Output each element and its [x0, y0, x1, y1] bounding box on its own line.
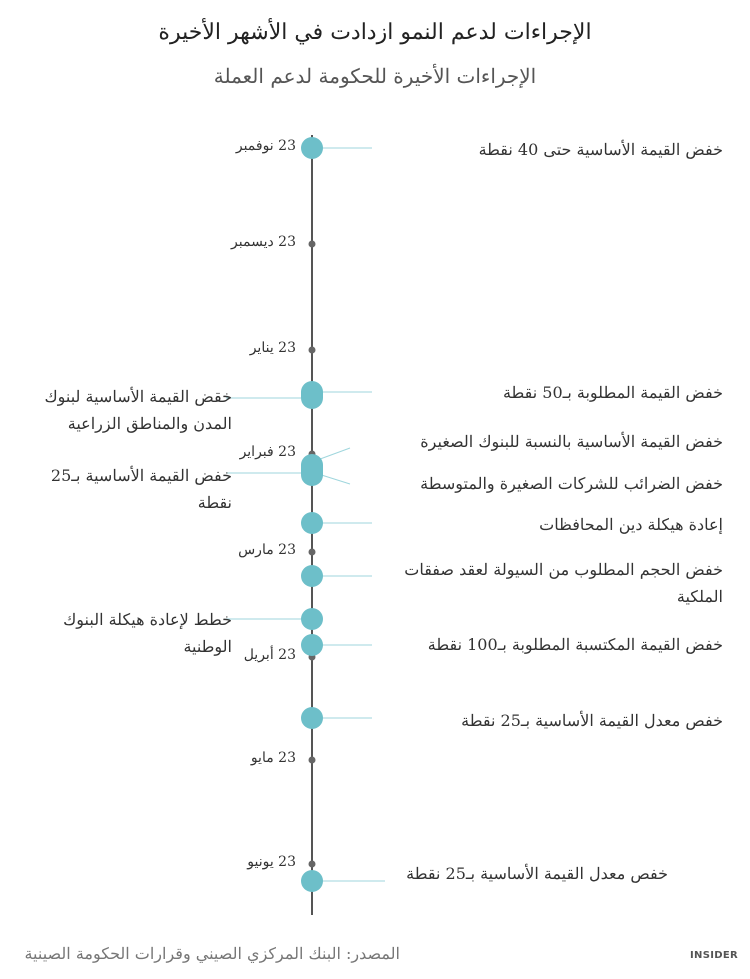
event-marker	[301, 565, 323, 587]
month-tick	[309, 861, 316, 868]
page-title: الإجراءات لدعم النمو ازدادت في الأشهر الأخيرة	[158, 20, 592, 45]
month-tick	[309, 347, 316, 354]
month-label: 23 يونيو	[247, 854, 296, 870]
event-label-right: خفض القيمة المطلوبة بـ50 نقطة	[502, 383, 723, 402]
event-marker	[301, 512, 323, 534]
month-label: 23 مارس	[238, 542, 296, 558]
month-tick	[309, 757, 316, 764]
month-tick	[309, 549, 316, 556]
month-label: 23 أبريل	[243, 647, 296, 663]
event-label-right: خفض القيمة المكتسبة المطلوبة بـ100 نقطة	[427, 635, 723, 654]
event-label-right: خفص معدل القيمة الأساسية بـ25 نقطة	[461, 711, 723, 730]
event-label-right: خفض الحجم المطلوب من السيولة لعقد صفقات الملكية	[404, 560, 723, 606]
event-label-left: خطط لإعادة هيكلة البنوك الوطنية	[63, 610, 232, 656]
event-label-right: خفض القيمة الأساسية بالنسبة للبنوك الصغيرة	[420, 432, 723, 451]
source-note: المصدر: البنك المركزي الصيني وقرارات الحكومة الصينية	[24, 944, 400, 963]
month-tick	[309, 241, 316, 248]
event-label-right: خفض القيمة الأساسية حتى 40 نقطة	[478, 140, 723, 159]
page-subtitle: الإجراءات الأخيرة للحكومة لدعم العملة	[213, 64, 537, 88]
month-label: 23 نوفمبر	[235, 138, 296, 154]
event-label-left: خفض القيمة الأساسية بـ25 نقطة	[50, 466, 232, 512]
event-marker-group	[301, 381, 323, 409]
event-marker	[301, 608, 323, 630]
event-label-right: خفض الضرائب للشركات الصغيرة والمتوسطة	[420, 474, 723, 493]
event-marker	[301, 137, 323, 159]
month-label: 23 ديسمبر	[231, 234, 296, 250]
publisher-logo: INSIDER	[690, 950, 738, 961]
event-marker	[301, 707, 323, 729]
event-label-right: إعادة هيكلة دين المحافظات	[539, 515, 723, 534]
month-label: 23 يناير	[249, 340, 296, 356]
event-label-right: خفص معدل القيمة الأساسية بـ25 نقطة	[406, 864, 668, 883]
event-marker	[301, 870, 323, 892]
month-label: 23 مايو	[250, 750, 296, 766]
event-marker	[301, 634, 323, 656]
month-label: 23 فبراير	[239, 444, 296, 460]
event-label-left: خقض القيمة الأساسية لبنوك المدن والمناطق الزراعية	[44, 387, 232, 433]
event-marker-group	[301, 454, 323, 486]
